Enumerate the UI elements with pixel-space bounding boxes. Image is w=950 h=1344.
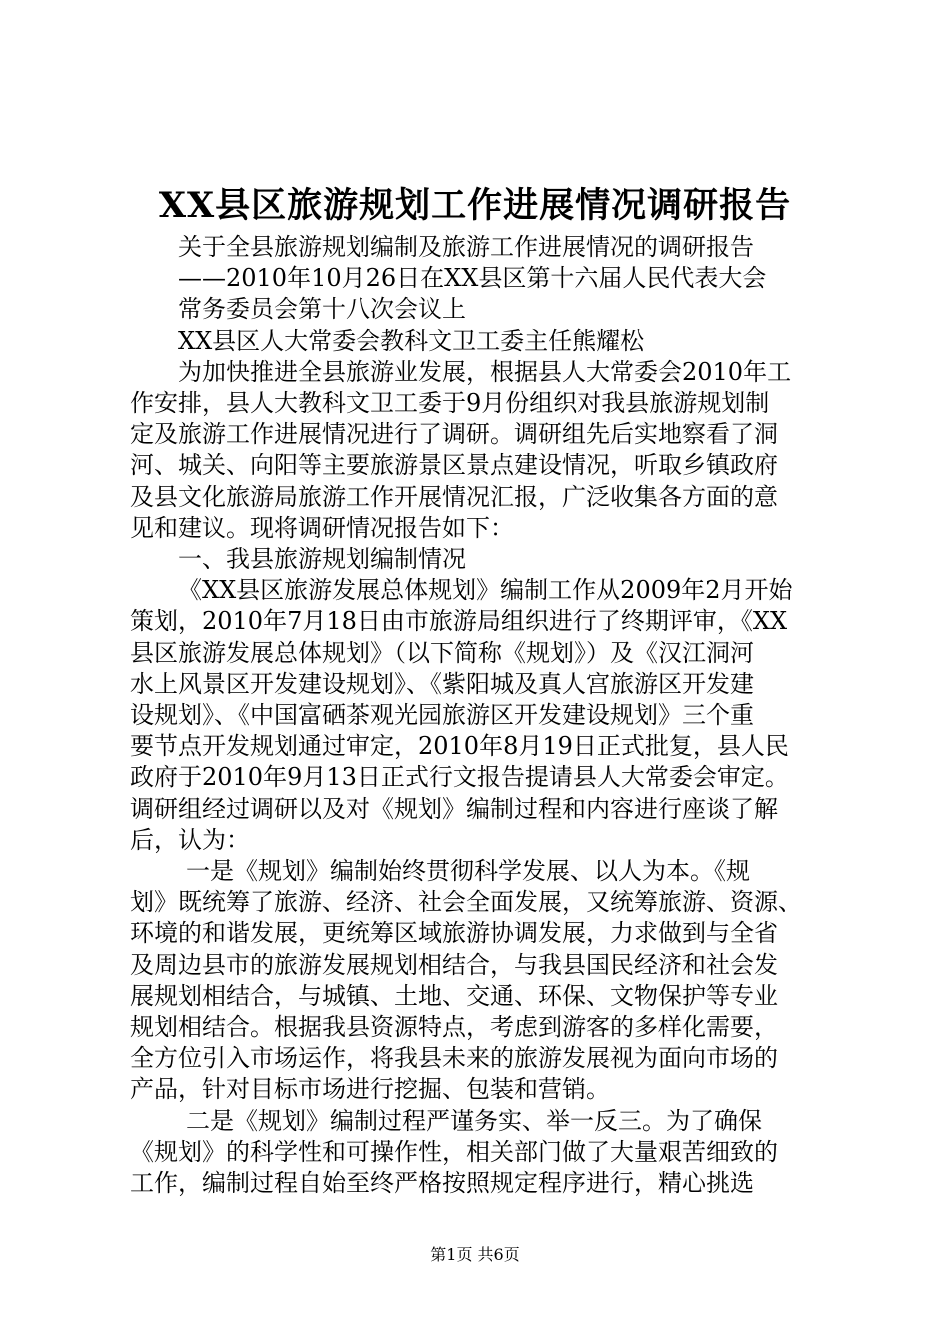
paragraph-line: 调研组经过调研以及对《规划》编制过程和内容进行座谈了解 bbox=[130, 794, 778, 823]
document-body bbox=[130, 232, 834, 1199]
paragraph-line: 环境的和谐发展，更统筹区域旅游协调发展，力求做到与全省 bbox=[130, 919, 778, 948]
paragraph-line: 及周边县市的旅游发展规划相结合，与我县国民经济和社会发 bbox=[130, 950, 778, 979]
paragraph-line: 后，认为： bbox=[130, 825, 250, 854]
paragraph-line: 产品，针对目标市场进行挖掘、包装和营销。 bbox=[130, 1075, 610, 1104]
paragraph-line: 河、城关、向阳等主要旅游景区景点建设情况，听取乡镇政府 bbox=[130, 451, 778, 480]
paragraph-line: 工作，编制过程自始至终严格按照规定程序进行，精心挑选 bbox=[130, 1169, 754, 1198]
paragraph-line: 水上风景区开发建设规划》、《紫阳城及真人宫旅游区开发建 bbox=[130, 669, 754, 698]
document-title: XX县区旅游规划工作进展情况调研报告 bbox=[158, 185, 792, 226]
subtitle-line: ——2010年10月26日在XX县区第十六届人民代表大会 bbox=[178, 264, 767, 293]
subtitle-line: 常务委员会第十八次会议上 bbox=[178, 295, 466, 324]
paragraph-line: 策划，2010年7月18日由市旅游局组织进行了终期评审，《XX bbox=[130, 607, 788, 636]
paragraph-line: 要节点开发规划通过审定，2010年8月19日正式批复，县人民 bbox=[130, 732, 789, 761]
paragraph-line: 一是《规划》编制始终贯彻科学发展、以人为本。《规 bbox=[186, 857, 750, 886]
paragraph-line: 划》既统筹了旅游、经济、社会全面发展，又统筹旅游、资源、 bbox=[130, 888, 802, 917]
paragraph-line: 设规划》、《中国富硒茶观光园旅游区开发建设规划》三个重 bbox=[130, 701, 754, 730]
paragraph-line: 《XX县区旅游发展总体规划》编制工作从2009年2月开始 bbox=[178, 576, 793, 605]
paragraph-line: 为加快推进全县旅游业发展，根据县人大常委会2010年工 bbox=[178, 357, 792, 386]
subtitle-line: 关于全县旅游规划编制及旅游工作进展情况的调研报告 bbox=[178, 233, 754, 261]
author-line: XX县区人大常委会教科文卫工委主任熊耀松 bbox=[178, 326, 645, 355]
paragraph-line: 二是《规划》编制过程严谨务实、举一反三。为了确保 bbox=[186, 1106, 762, 1135]
paragraph-line: 及县文化旅游局旅游工作开展情况汇报，广泛收集各方面的意 bbox=[130, 482, 778, 511]
paragraph-line: 《规划》的科学性和可操作性，相关部门做了大量艰苦细致的 bbox=[130, 1137, 778, 1166]
page-footer: 第1页 共6页 bbox=[430, 1245, 520, 1264]
paragraph-line: 县区旅游发展总体规划》（以下简称《规划》）及《汉江洞河 bbox=[130, 638, 754, 667]
paragraph-line: 作安排，县人大教科文卫工委于9月份组织对我县旅游规划制 bbox=[130, 389, 770, 418]
paragraph-line: 规划相结合。根据我县资源特点，考虑到游客的多样化需要， bbox=[130, 1013, 778, 1042]
paragraph-line: 见和建议。现将调研情况报告如下： bbox=[130, 513, 514, 542]
paragraph-line: 全方位引入市场运作，将我县未来的旅游发展视为面向市场的 bbox=[130, 1044, 778, 1073]
paragraph-line: 政府于2010年9月13日正式行文报告提请县人大常委会审定。 bbox=[130, 763, 789, 792]
paragraph-line: 定及旅游工作进展情况进行了调研。调研组先后实地察看了洞 bbox=[130, 420, 778, 449]
paragraph-line: 展规划相结合，与城镇、土地、交通、环保、文物保护等专业 bbox=[130, 981, 778, 1010]
section-heading: 一、我县旅游规划编制情况 bbox=[178, 545, 466, 574]
